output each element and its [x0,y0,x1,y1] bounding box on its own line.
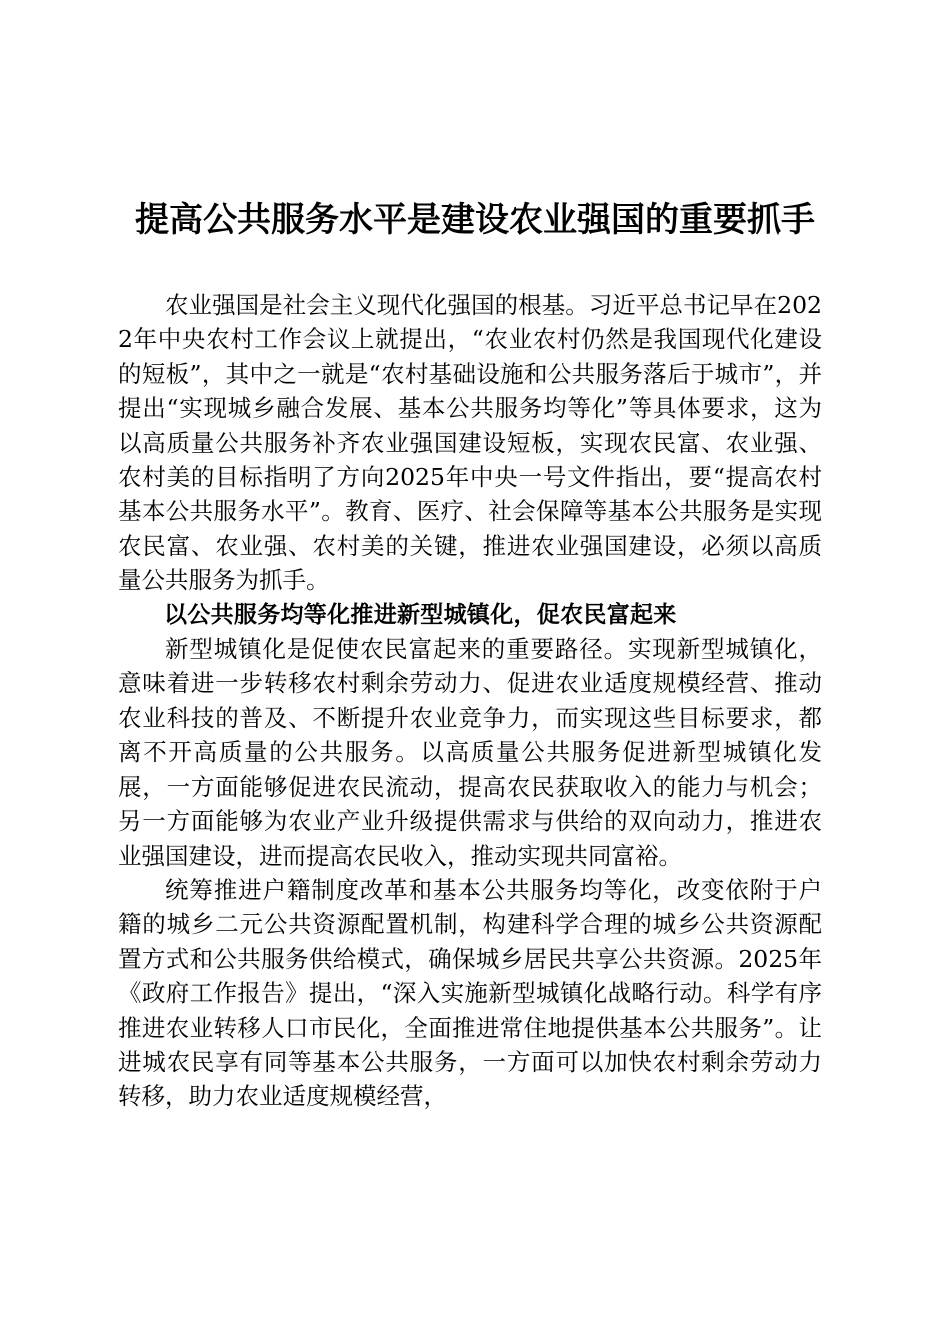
paragraph-urbanization: 新型城镇化是促使农民富起来的重要路径。实现新型城镇化，意味着进一步转移农村剩余劳动力、促进农业适度规模经营、推动农业科技的普及、不断提升农业竞争力，而实现这些目标要求，都离不开高质量的公共服务。以高质量公共服务促进新型城镇化发展，一方面能够促进农民流动，提高农民获取收入的能力与机会；另一方面能够为农业产业升级提供需求与供给的双向动力，推进农业强国建设，进而提高农民收入，推动实现共同富裕。 [118,635,822,870]
paragraph-intro: 农业强国是社会主义现代化强国的根基。习近平总书记早在2022年中央农村工作会议上就提出，“农业农村仍然是我国现代化建设的短板”，其中之一就是“农村基础设施和公共服务落后于城市”，并提出“实现城乡融合发展、基本公共服务均等化”等具体要求，这为以高质量公共服务补齐农业强国建设短板，实现农民富、农业强、农村美的目标指明了方向2025年中央一号文件指出，要“提高农村基本公共服务水平”。教育、医疗、社会保障等基本公共服务是实现农民富、农业强、农村美的关键，推进农业强国建设，必须以高质量公共服务为抓手。 [118,291,822,595]
document-body [118,288,822,1114]
paragraph-household-registration: 统筹推进户籍制度改革和基本公共服务均等化，改变依附于户籍的城乡二元公共资源配置机制，构建科学合理的城乡公共资源配置方式和公共服务供给模式，确保城乡居民共享公共资源。2025年《政府工作报告》提出，“深入实施新型城镇化战略行动。科学有序推进农业转移人口市民化，全面推进常住地提供基本公共服务”。让进城农民享有同等基本公共服务，一方面可以加快农村剩余劳动力转移，助力农业适度规模经营， [118,875,822,1111]
section-heading: 以公共服务均等化推进新型城镇化，促农民富起来 [164,601,677,628]
document-title: 提高公共服务水平是建设农业强国的重要抓手 [135,200,815,240]
